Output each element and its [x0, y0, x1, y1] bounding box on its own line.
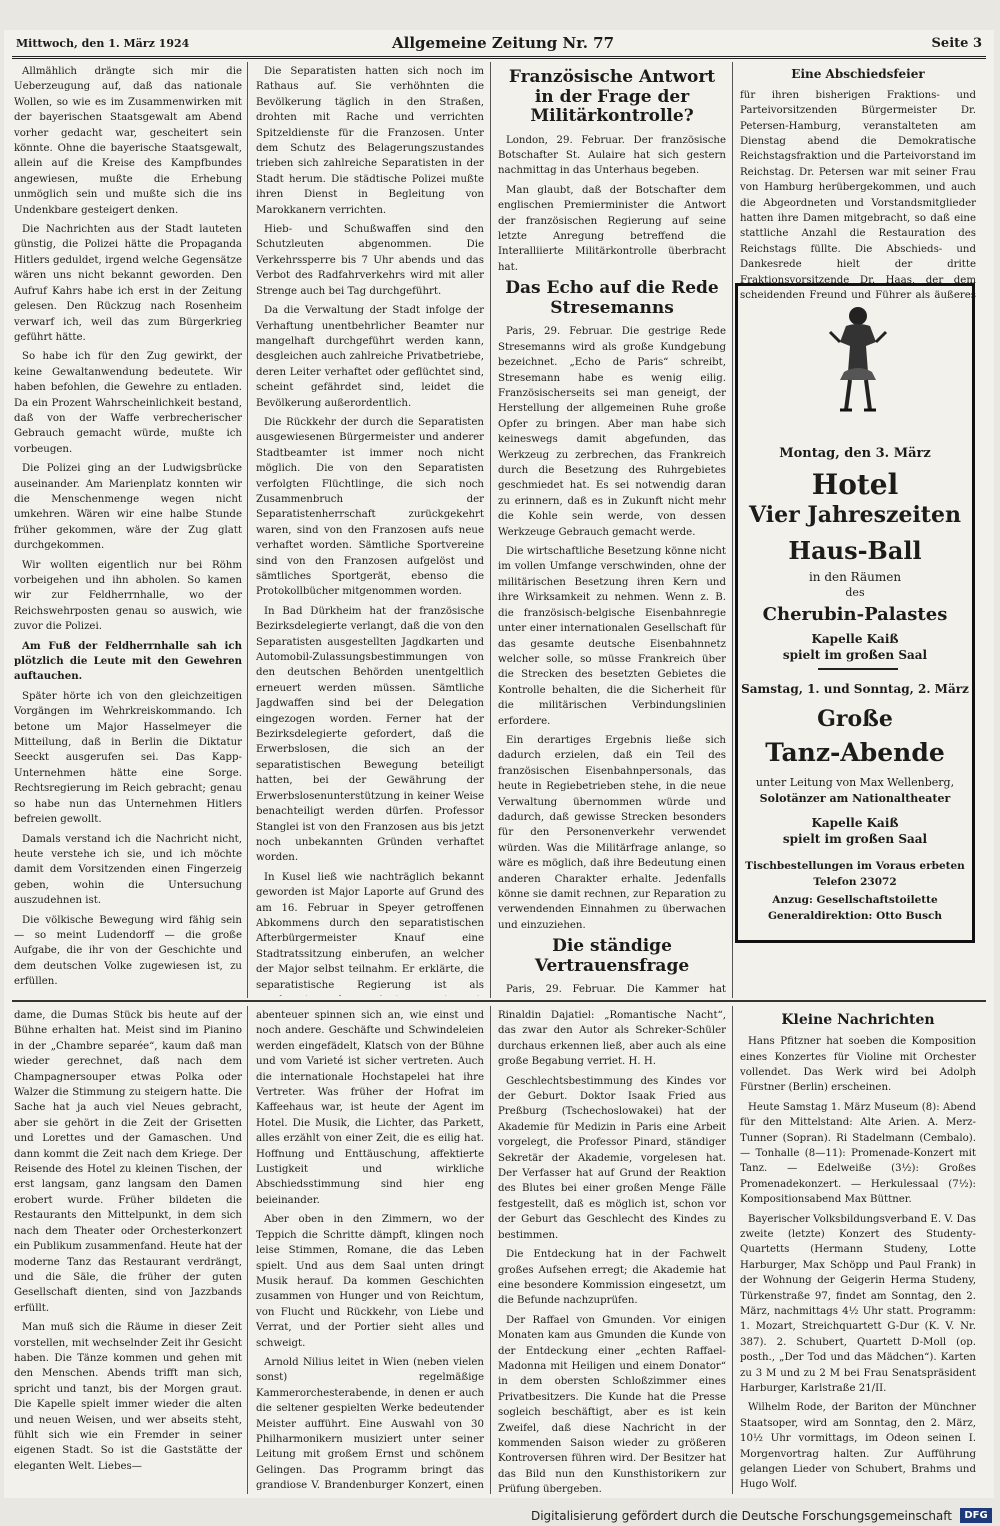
ad-venue: Cherubin-Palastes — [762, 604, 948, 625]
article-column-1 — [14, 64, 242, 996]
ad-title: Große — [817, 706, 893, 732]
article-column-3 — [498, 64, 726, 996]
article-paragraph: Später hörte ich von den gleichzeitigen Vorgängen im Wehrkreiskommando. Ich betone um Major Hasselmeyer die Mitteilung, daß in Berlin die Diktatur Seeckt ausgerufen sei. Das Kapp-Unternehmen hätte eine Sorge. Rechtsregierung im Reich gebracht; genau so habe nun das Unternehmen Hitlers befreien gewollt. — [14, 690, 242, 826]
ad-title: Haus-Ball — [788, 536, 922, 565]
dfg-logo: DFG — [960, 1508, 992, 1523]
ad-text: Generaldirektion: Otto Busch — [767, 910, 943, 922]
feuilleton-column-2 — [256, 1008, 484, 1494]
article-paragraph: Wilhelm Rode, der Bariton der Münchner Staatsoper, wird am Sonntag, den 2. März, 10½ Uhr vormittags, im Odeon seinen I. Morgenvortrag halten. Zur Aufführung gelangen Lieder von Schubert, Brahms und Hugo Wolf. — [740, 1402, 976, 1491]
article-headline: Eine Abschiedsfeier — [791, 67, 925, 81]
column-rule — [247, 62, 248, 998]
article-headline: Die ständige Vertrauensfrage — [534, 936, 690, 976]
article-paragraph: Die Rückkehr der durch die Separatisten ausgewiesenen Bürgermeister und anderer Stadtbeamter ist immer noch nicht möglich. Die von den Separatisten verfolgten Flüchtlinge, die sich noch Zusammenbruch der Separatistenherrschaft zurückgekehrt waren, sind von den Franzosen aufs neue verhaftet worden. Sämtliche Sportvereine sind von den Franzosen aufgelöst und sämtliches Sportgerät, ebenso die Protokollbücher mitgenommen worden. — [256, 416, 484, 598]
newspaper-page — [4, 30, 994, 1498]
hotel-advertisement — [735, 283, 975, 943]
article-paragraph: für ihren bisherigen Fraktions- und Parteivorsitzenden Bürgermeister Dr. Petersen-Hamburg, veranstalteten am Dienstag abend die Demokratische Reichstagsfraktion und die Parteivorstand im Reichstag. Dr. Petersen war mit seiner Frau von Hamburg herübergekommen, und auch die Abgeordneten und Vorstandsmitglieder hatten ihre Damen mitgebracht, so daß eine stattliche Anzahl die Restauration des Reichstags füllte. Die Abschieds- und Dankesrede hielt der dritte Fraktionsvorsitzende Dr. Haas, der dem scheidenden Freund und Führer als äußeres — [740, 89, 976, 302]
ad-text: Telefon 23072 — [813, 876, 897, 888]
ad-text: in den Räumen — [808, 570, 902, 584]
column-rule — [732, 1006, 733, 1494]
article-paragraph — [14, 994, 242, 996]
digitization-footer — [0, 1506, 1000, 1526]
ad-date: Montag, den 3. März — [779, 446, 931, 461]
ad-divider — [818, 668, 898, 670]
article-paragraph: Geschlechtsbestimmung des Kindes vor der Geburt. Doktor Isaak Fried aus Preßburg (Tschechoslowakei) hat der Akademie für Medizin in Paris eine Arbeit vorgelegt, die Professor Pinard, ständiger Sekretär der Akademie, vorgelesen hat. Der Verfasser hat auf Grund der Reaktion des Blutes bei einer großen Menge Fälle festgestellt, daß es möglich ist, schon vor der Geburt das Geschlecht des Kindes zu bestimmen. — [498, 1075, 726, 1241]
article-paragraph: abenteuer spinnen sich an, wie einst und noch andere. Geschäfte und Schwindeleien werden eingefädelt, Klatsch von der Bühne und vom Varieté ist sicher vertreten. Auch die internationale Hochstapelei hat ihre Vertreter. Was früher der Hofrat im Kaffeehaus war, ist heute der Agent im Hotel. Die Musik, die Lichter, das Parkett, alles erzählt von einer Zeit, die es eilig hat. Hoffnung und Enttäuschung, affektierte Lustigkeit und wirkliche Abschiedsstimmung sind hier eng beieinander. — [256, 1010, 484, 1206]
article-paragraph: Allmählich drängte sich mir die Ueberzeugung auf, daß das nationale Wollen, so wie es im Zusammenwirken mit der bayerischen Staatsgewalt am Abend vorher gedacht war, gescheitert sein könnte. Ohne die bayerische Staatsgewalt, allein auf die Kreise des Kampfbundes angewiesen, mußte die Erhebung unmöglich sein und mußte sich die ins Undenkbare gesteigert denken. — [14, 66, 242, 216]
article-column-4 — [740, 64, 976, 304]
article-paragraph: Hans Pfitzner hat soeben die Komposition eines Konzertes für Violine mit Orchester vollendet. Das Werk wird bei Adolph Fürstner (Berlin) erscheinen. — [740, 1036, 976, 1094]
article-paragraph: In Bad Dürkheim hat der französische Bezirksdelegierte verlangt, daß die von den Separatisten ausgestellten Jagdkarten und Automobil-Zulassungsbestimmungen von den deutschen Behörden unentgeltlich erneuert werden müssen. Sämtliche Jagdwaffen sind bei der Delegation eingezogen worden. Ferner hat der Bezirksdelegierte gefordert, daß die Erwerbslosen, die sich an der separatistischen Bewegung beteiligt hatten, bei der Gewährung der Erwerbslosenunterstützung in keiner Weise benachteiligt werden dürfen. Professor Stanglei ist von den Franzosen aus bis jetzt noch unbekannten Gründen verhaftet worden. — [256, 605, 484, 864]
ad-text: Kapelle Kaiß — [811, 816, 899, 830]
column-rule — [247, 1006, 248, 1494]
page-number: Seite 3 — [931, 36, 982, 51]
article-paragraph: Bayerischer Volksbildungsverband E. V. Das zweite (letzte) Konzert des Studenty-Quartetts (Hermann Studeny, Lotte Harburger, Max Schöpp und Paul Frank) in der Wohnung der Geigerin Herma Studeny, Türkenstraße 97, findet am Sonntag, den 2. März, nachmittags 4½ Uhr statt. Programm: 1. Mozart, Streichquartett G-Dur (K. V. Nr. 387). 2. Schubert, Quartett D-Moll (op. posth., „Der Tod und das Mädchen“). Karten zu 3 M und zu 2 M bei Frau Senatspräsident Harburger, Karlstraße 21/II. — [740, 1213, 976, 1395]
article-paragraph: Aber oben in den Zimmern, wo der Teppich die Schritte dämpft, klingen noch leise Stimmen, Romane, die das Leben spielt. Und aus dem Saal unten dringt Musik herauf. Da kommen Geschichten zusammen von Hunger und von Reichtum, von Flucht und Rückkehr, von Liebe und Verrat, und der Portier sieht alles und schweigt. — [256, 1214, 484, 1349]
article-paragraph: Der Raffael von Gmunden. Vor einigen Monaten kam aus Gmunden die Kunde von der Entdeckung einer „echten Raffael-Madonna mit Heiligen und einem Donator“ in dem obersten Schloßzimmer eines Privatbesitzers. Die Kunde hat die Presse sogleich beschäftigt, aber es ist kein Zweifel, daß diese Nachricht in der kommenden Saison wieder zu größeren Kontroversen führen wird. Der Besitzer hat das Bild nun den Kunsthistorikern zur Prüfung übergeben. — [498, 1314, 726, 1494]
article-paragraph: Rinaldin Dajatiel: „Romantische Nacht“, das zwar den Autor als Schreker-Schüler durchaus erkennen ließ, aber auch als eine große Begabung verriet. H. H. — [498, 1010, 726, 1068]
article-paragraph: Die Polizei ging an der Ludwigsbrücke auseinander. Am Marienplatz konnten wir die Menschenmenge wegen nicht umkehren. Wären wir eine halbe Stunde früher gekommen, wäre der Zug glatt durchgekommen. — [14, 463, 242, 552]
article-paragraph: Die Entdeckung hat in der Fachwelt großes Aufsehen erregt; die Akademie hat eine besondere Kommission eingesetzt, um die Befunde nachzuprüfen. — [498, 1249, 726, 1307]
newspaper-title: Allgemeine Zeitung Nr. 77 — [392, 34, 615, 52]
feuilleton-column-1 — [14, 1008, 242, 1494]
ad-date: Samstag, 1. und Sonntag, 2. März — [741, 682, 969, 696]
article-headline: Das Echo auf die Rede Stresemanns — [505, 278, 719, 318]
news-column — [740, 1008, 976, 1494]
article-paragraph: Paris, 29. Februar. Die Kammer hat — [506, 984, 726, 996]
issue-date: Mittwoch, den 1. März 1924 — [16, 37, 190, 50]
article-paragraph: Hieb- und Schußwaffen sind den Schutzleuten abgenommen. Die Verkehrssperre bis 7 Uhr abends und das Verbot des Radfahrverkehrs wird mit aller Strenge auch bei Tag durchgeführt. — [256, 224, 484, 297]
column-rule — [732, 62, 733, 998]
ad-title: Hotel — [811, 468, 899, 501]
ad-title: Tanz-Abende — [765, 738, 945, 767]
article-paragraph: London, 29. Februar. Der französische Botschafter St. Aulaire hat sich gestern nachmittag in das Unterhaus begeben. — [498, 134, 726, 177]
article-paragraph: Man muß sich die Räume in dieser Zeit vorstellen, mit wechselnder Zeit ihr Gesicht haben. Die Tänze kommen und gehen mit den Menschen. Abends trifft man sich, spricht und tanzt, bis der Morgen graut. Die Kapelle spielt immer wieder die alten und neuen Weisen, und wer abseits steht, fühlt sich wie ein Fremder in seiner eigenen Stadt. So ist die Gaststätte der eleganten Welt. Liebes— — [14, 1322, 242, 1472]
article-paragraph: Arnold Nilius leitet in Wien (neben vielen sonst) regelmäßige Kammerorchesterabende, in denen er auch die seltener gespielten Werke bedeutender Meister aufführt. Eine Auswahl von 30 Philharmonikern musiziert unter seiner Leitung mit großem Ernst und schönem Gelingen. Das Programm bringt das grandiose V. Brandenburger Konzert, einen — [256, 1356, 484, 1492]
column-rule — [490, 62, 491, 998]
article-paragraph: Paris, 29. Februar. Die gestrige Rede Stresemanns wird als große Kundgebung bezeichnet. „Echo de Paris“ schreibt, Stresemann habe es wenig eilig. Französischerseits sei man geneigt, der Herstellung der allgemeinen Ruhe große Opfer zu bringen. Aber man habe sich keineswegs damit abgefunden, das Werkzeug zu zerbrechen, das Frankreich durch die Besetzung des Ruhrgebietes geschmiedet hat. Es sei notwendig daran zu erinnern, daß es in Zukunft nicht mehr die Kohle sein werde, von dessen Werkzeuge Gebrauch gemacht werde. — [498, 326, 726, 538]
ad-text: Tischbestellungen im Voraus erbeten — [745, 860, 965, 872]
article-paragraph: Die wirtschaftliche Besetzung könne nicht im vollen Umfange verschwinden, ohne der militärischen Besetzung ihren Kern und ihre Wirksamkeit zu nehmen. Wenn z. B. die französisch-belgische Eisenbahnregie unter einer internationalen Gesellschaft für das gesamte deutsche Eisenbahnnetz welcher solle, so müsse Frankreich über die Strecken des besetzten Gebietes die Kontrolle behalten, die die Sicherheit für die militärischen Verbindungslinien erfordere. — [498, 546, 726, 727]
article-paragraph: Ein derartiges Ergebnis ließe sich dadurch erzielen, daß ein Teil des französischen Eisenbahnpersonals, das heute in Regiebetrieben stehe, in die neue Verwaltung übernommen würde und dadurch, daß gewisse Strecken besonders für den Personenverkehr verwendet würden. Was die Militärfrage anlange, so wäre es möglich, daß ihre Bedeutung einen anderen Charakter erhalte. Jedenfalls könne sie damit rechnen, zur Reparation zu verwendenden Einnahmen zu überwachen und einzuziehen. — [498, 734, 726, 931]
article-paragraph: In Kusel ließ wie nachträglich bekannt geworden ist Major Laporte auf Grund des am 16. Februar in Speyer getroffenen Abkommens durch den separatistischen Afterbürgermeister Knauf eine Stadtratssitzung einberufen, an welcher der Major selbst teilnahm. Er erklärte, die separatistische Regierung ist als — [256, 871, 484, 991]
ad-text: des — [845, 586, 865, 599]
article-paragraph: Heute Samstag 1. März Museum (8): Abend für den Mittelstand: Alte Arien. A. Merz-Tunner (Sopran). Ri Stadelmann (Cembalo). — Tonhalle (8—11): Promenade-Konzert mit Tanz. — Edelweiße (3½): Großes Promenadekonzert. — Herkulessaal (7½): Kompositionsabend Max Büttner. — [740, 1101, 976, 1206]
article-headline: Kleine Nachrichten — [781, 1012, 935, 1028]
article-paragraph: Die völkische Bewegung wird fähig sein — so meint Ludendorff — die große Aufgabe, die ihr von der Geschichte und dem deutschen Volke zugewiesen ist, zu erfüllen. — [14, 914, 242, 988]
ad-text: spielt im großen Saal — [782, 648, 928, 662]
article-paragraph: Die Nachrichten aus der Stadt lauteten günstig, die Polizei hätte die Propaganda Hitlers geduldet, irgend welche Gegensätze wären uns nicht bekannt geworden. Den Aufruf Kahrs habe ich erst in der Zeitung gelesen. Den Rückzug nach Rosenheim verwarf ich, weil das zum Bürgerkrieg geführt hätte. — [14, 224, 242, 343]
article-paragraph: Man glaubt, daß der Botschafter dem englischen Premierminister die Antwort der französischen Regierung auf seine letzte Anregung betreffend die Interalliierte Militärkontrolle überbracht hat. — [498, 184, 726, 273]
horizontal-rule — [12, 1000, 986, 1002]
article-paragraph: So habe ich für den Zug gewirkt, der keine Gewaltanwendung bedeutete. Wir haben befohlen, die Gewehre zu entladen. Da ein Prozent Wahrscheinlichkeit bestand, daß von der Waffe verbrecherischer Gebrauch gemacht würde, mußte ich vorbeugen. — [14, 351, 242, 455]
ad-title: Vier Jahreszeiten — [749, 502, 961, 528]
article-headline: Französische Antwort in der Frage der Militärkontrolle? — [508, 67, 716, 127]
ad-text: Anzug: Gesellschaftstoilette — [772, 894, 938, 906]
masthead — [12, 30, 986, 59]
dancer-illustration — [826, 302, 890, 414]
article-paragraph: Am Fuß der Feldherrnhalle sah ich plötzlich die Leute mit den Gewehren auftauchen. — [14, 639, 242, 683]
ad-text: Kapelle Kaiß — [811, 632, 899, 646]
ad-text: Solotänzer am Nationaltheater — [759, 792, 951, 805]
column-rule — [490, 1006, 491, 1494]
article-paragraph: dame, die Dumas Stück bis heute auf der Bühne erhalten hat. Meist sind im Pianino in der „Chambre separée“, kaum daß man wieder gerechnet, daß nach dem Champagnersouper etwas Polka oder Walzer die Stimmung zu steigern hatte. Die Sache hat ja auch viel Neues gebracht, aber sie gehört in die Zeit der Grisetten und Lorettes und der Gamaschen. Und dann kommt die Zeit nach dem Kriege. Der Reisende des Hotel zu kleinen Tischen, der erst langsam, ganz langsam den Damen erobert wurde. Früher bildeten die Restaurants den Mittelpunkt, in dem sich nach dem Theater oder Orchesterkonzert ein Publikum zusammenfand. Heute hat der moderne Tanz das Restaurant verdrängt, und die Säle, die früher der guten Gesellschaft dienten, sind von Jazzbands erfüllt. — [14, 1010, 242, 1314]
feuilleton-column-3 — [498, 1008, 726, 1494]
article-paragraph: Da die Verwaltung der Stadt infolge der Verhaftung unentbehrlicher Beamter nur mangelhaft durchgeführt werden kann, desgleichen auch zahlreiche Privatbetriebe, deren Leiter verhaftet oder geflüchtet sind, scheint gefährdet sind, leidet die Bevölkerung außerordentlich. — [256, 305, 484, 409]
ad-text: unter Leitung von Max Wellenberg, — [755, 776, 955, 789]
funding-credit: Digitalisierung gefördert durch die Deutsche Forschungsgemeinschaft — [530, 1509, 952, 1523]
ad-text: spielt im großen Saal — [782, 832, 928, 846]
article-paragraph: Wir wollten eigentlich nur bei Röhm vorbeigehen und ihn abholen. So kamen wir zur Feldherrnhalle, wo der Reichswehrposten genau so auswich, wie zuvor die Polizei. — [14, 559, 242, 633]
article-paragraph: Damals verstand ich die Nachricht nicht, heute verstehe ich sie, und ich möchte damit dem Vorsitzenden einen Fingerzeig geben, wohin die Untersuchung auszudehnen ist. — [14, 833, 242, 907]
article-column-2 — [256, 64, 484, 996]
article-paragraph: Die Separatisten hatten sich noch im Rathaus auf. Sie verhöhnten die Bevölkerung täglich in den Straßen, drohten mit Rache und verrichten Spitzeldienste für die Franzosen. Unter dem Schutz des Belagerungszustandes trieben sich zahlreiche Separatisten in der Stadt herum. Die städtische Polizei mußte ihren Dienst in Begleitung von Marokkanern verrichten. — [256, 66, 484, 216]
